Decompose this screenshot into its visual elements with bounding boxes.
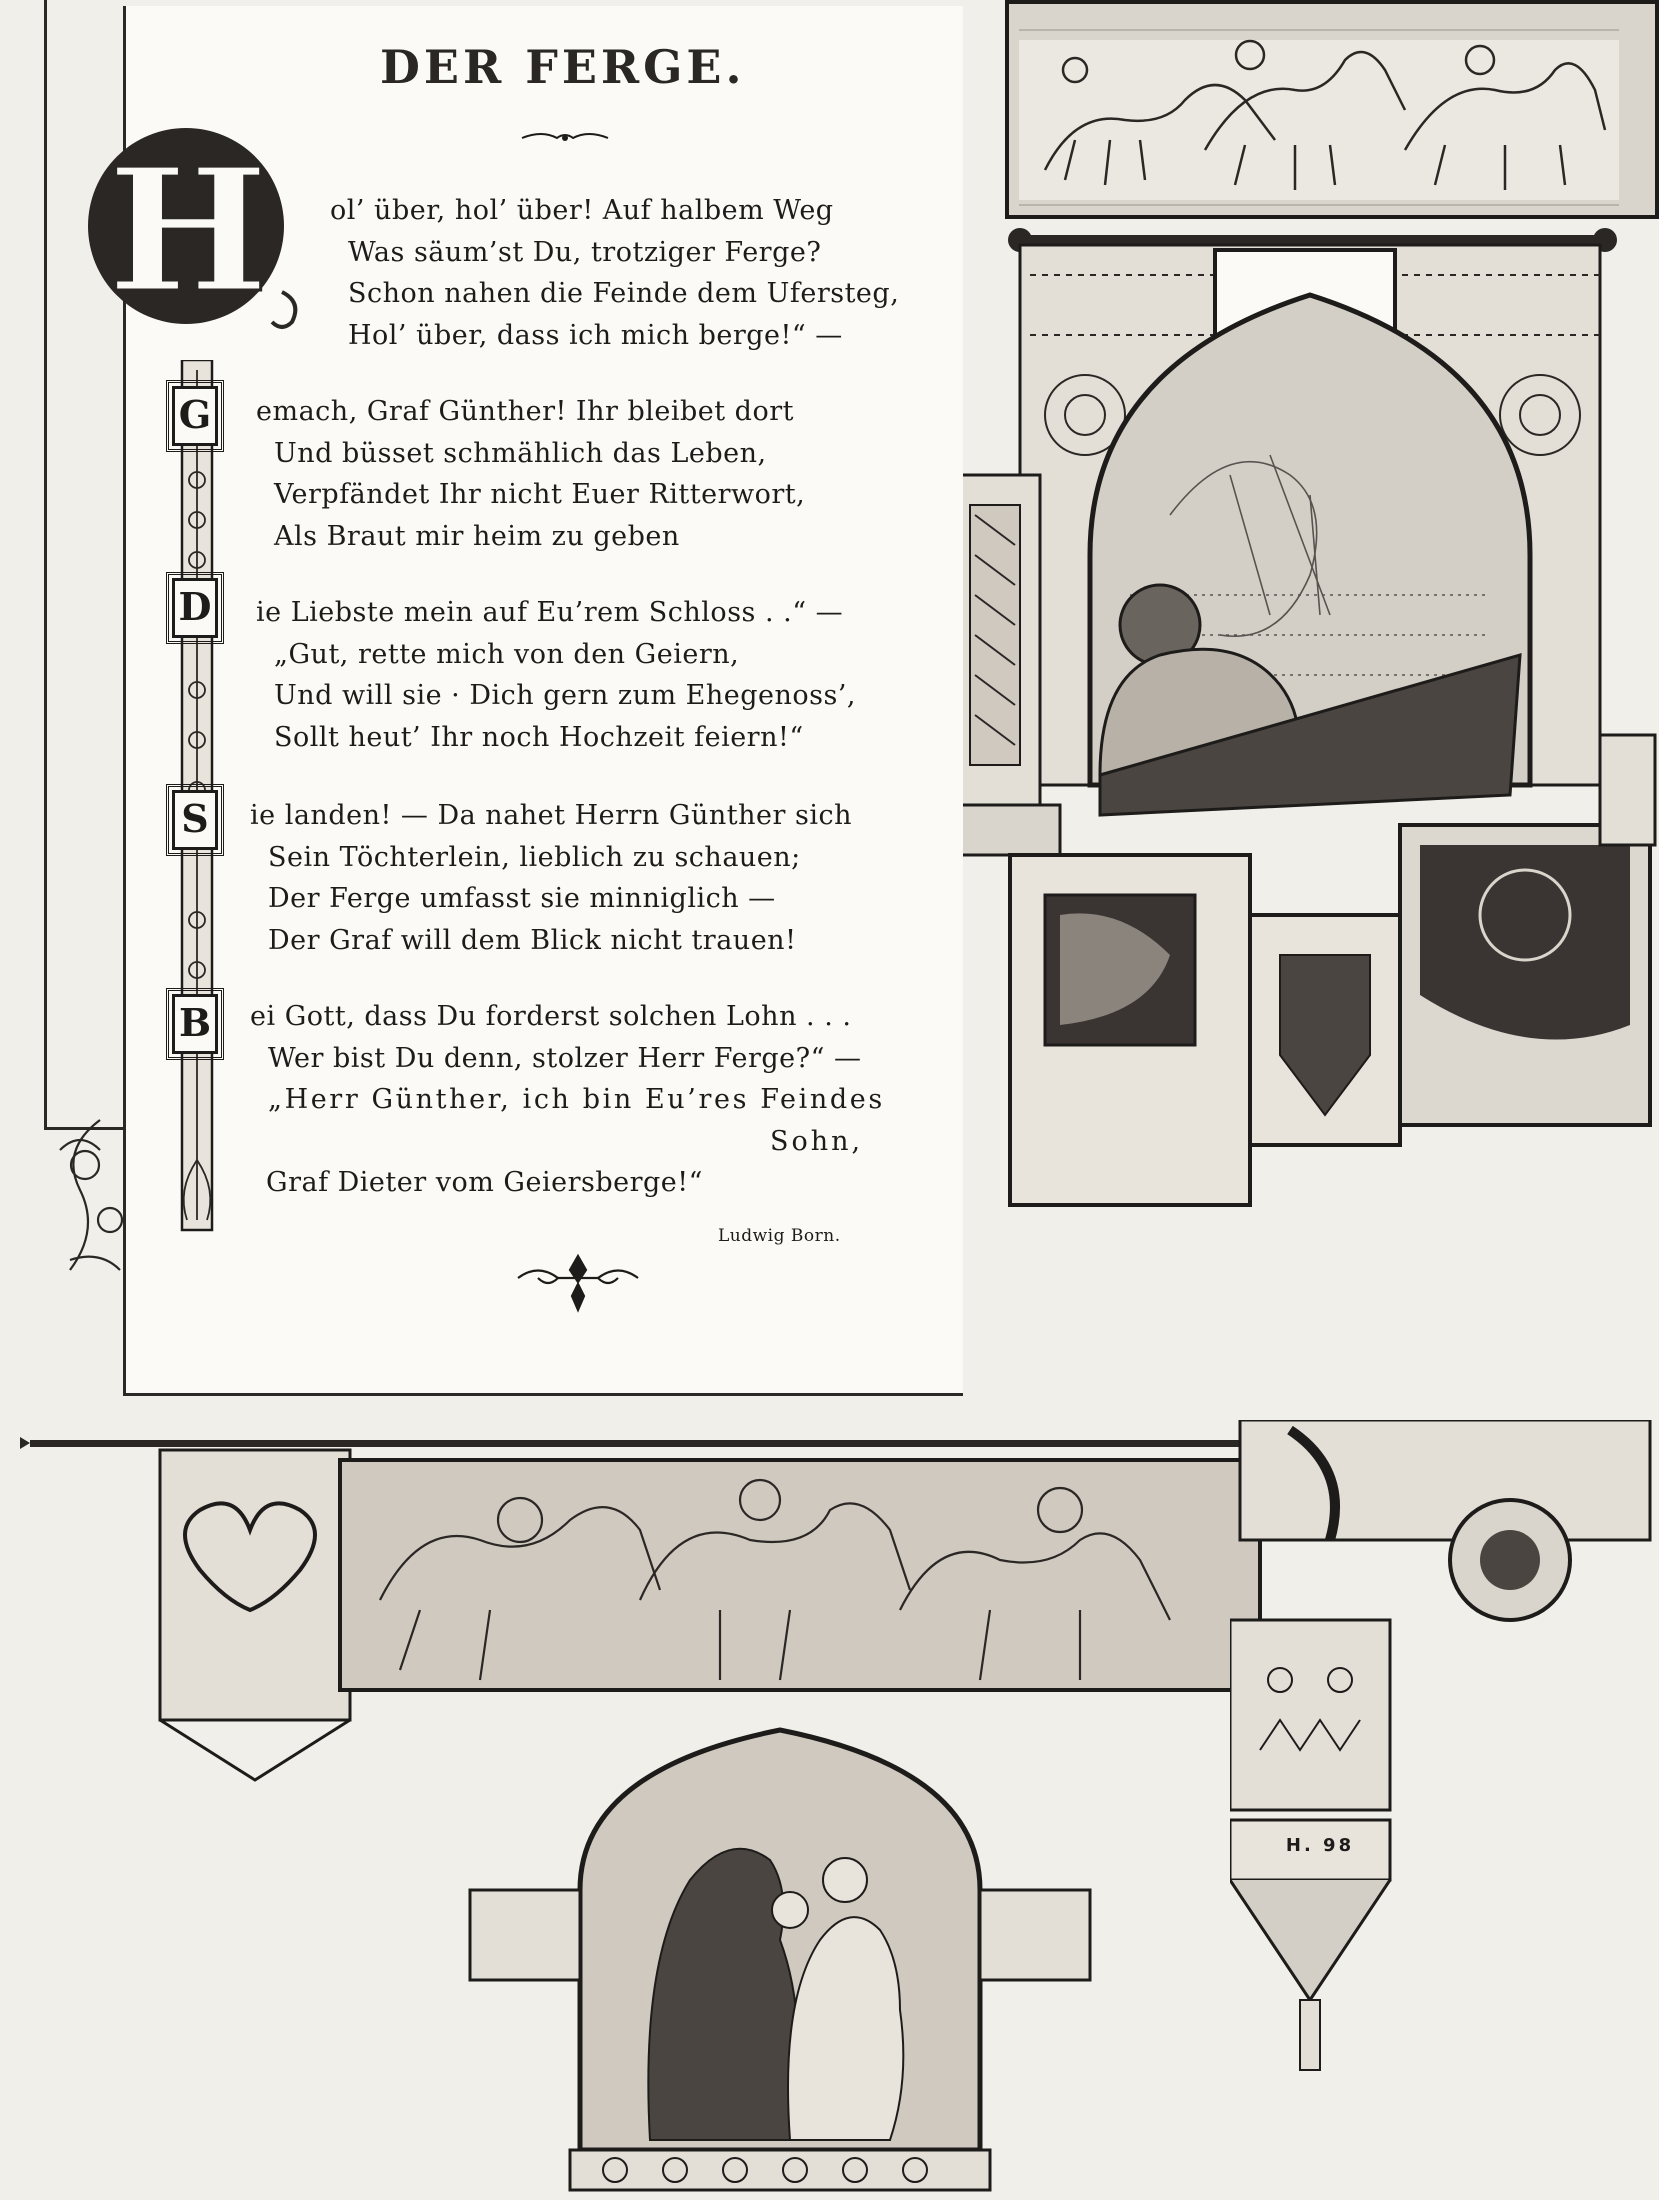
- stanza-line: ie landen! — Da nahet Herrn Günther sich: [250, 800, 852, 831]
- stanza-2: [256, 391, 805, 557]
- stanza-line: Graf Dieter vom Geiersberge!“: [266, 1167, 703, 1198]
- large-initial: [82, 122, 302, 342]
- poem-title: DER FERGE.: [380, 40, 746, 94]
- initial-d: D: [172, 578, 218, 638]
- stanza-line: emach, Graf Günther! Ihr bleibet dort: [256, 396, 794, 427]
- initial-g: G: [172, 386, 218, 446]
- stanza-5: [250, 996, 885, 1204]
- stanza-line: „Herr Günther, ich bin Eu’res Feindes: [268, 1084, 885, 1115]
- stanza-line: Der Ferge umfasst sie minniglich —: [268, 883, 776, 914]
- stanza-line: Und will sie · Dich gern zum Ehegenoss’,: [274, 680, 857, 711]
- stanza-line: Hol’ über, dass ich mich berge!“ —: [348, 319, 843, 351]
- artist-signature: H. 98: [1285, 1835, 1355, 1856]
- initial-s: S: [172, 790, 218, 850]
- stanza-line: Sohn,: [770, 1125, 864, 1157]
- initial-b: B: [172, 994, 218, 1054]
- stanza-line: ie Liebste mein auf Eu’rem Schloss . .“ —: [256, 597, 844, 628]
- stanza-line: Wer bist Du denn, stolzer Herr Ferge?“ —: [268, 1042, 862, 1074]
- stanza-line: Was säum’st Du, trotziger Ferge?: [348, 236, 822, 268]
- stanza-line: ol’ über, hol’ über! Auf halbem Weg: [330, 195, 834, 226]
- stanza-line: ei Gott, dass Du forderst solchen Lohn . . .: [250, 1001, 852, 1032]
- title-ornament: [520, 128, 610, 148]
- boat-scene-illustration: [950, 215, 1659, 1225]
- riders-frieze-illustration: [1005, 0, 1659, 225]
- end-ornament: [508, 1248, 648, 1318]
- author-name: Ludwig Born.: [718, 1226, 841, 1246]
- initials-column: [160, 360, 235, 1240]
- stanza-1: [330, 190, 899, 356]
- large-initial-letter: H: [107, 131, 269, 331]
- ornamental-pillar: [1230, 1420, 1659, 2100]
- frame-line: [44, 0, 47, 1130]
- stanza-line: Der Graf will dem Blick nicht trauen!: [268, 924, 797, 956]
- stanza-line: Als Braut mir heim zu geben: [274, 520, 680, 552]
- stanza-line: Sollt heut’ Ihr noch Hochzeit feiern!“: [274, 721, 804, 753]
- stanza-4: [250, 795, 852, 961]
- stanza-3: [256, 592, 856, 758]
- couple-scene-illustration: [430, 1700, 1210, 2200]
- stanza-line: „Gut, rette mich von den Geiern,: [274, 638, 740, 670]
- stanza-line: Sein Töchterlein, lieblich zu schauen;: [268, 841, 801, 873]
- stanza-line: Verpfändet Ihr nicht Euer Ritterwort,: [274, 479, 806, 510]
- stanza-line: Schon nahen die Feinde dem Ufersteg,: [348, 278, 900, 309]
- stanza-line: Und büsset schmählich das Leben,: [274, 437, 767, 469]
